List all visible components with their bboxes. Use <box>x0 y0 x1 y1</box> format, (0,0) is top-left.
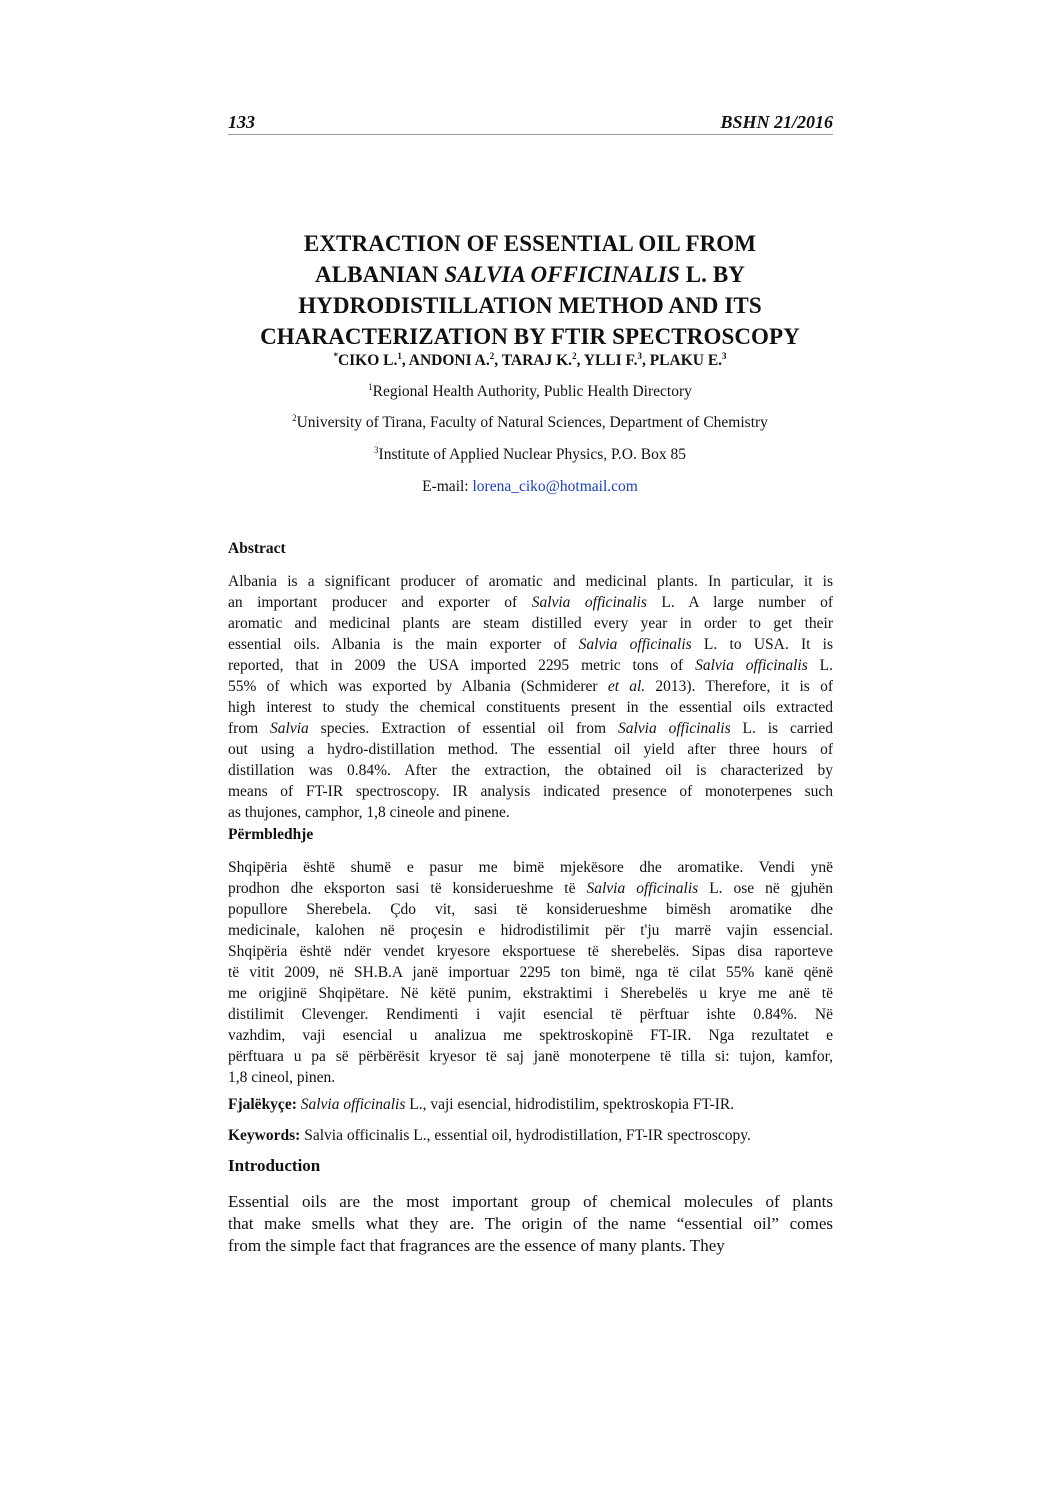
text-line: essential oils. Albania is the main exporter of Salvia officinalis L. to USA. It is <box>228 636 833 653</box>
corresponding-mark: * <box>333 350 338 361</box>
keyword-species: Salvia officinalis <box>300 1096 406 1113</box>
paper-title <box>200 228 860 352</box>
text-line: distilimit Clevenger. Rendimenti i vajit esencial të përftuar ishte 0.84%. Në <box>228 1006 833 1023</box>
text-line: popullore Sherebela. Çdo vit, sasi të konsiderueshme bimësh aromatike dhe <box>228 901 833 918</box>
text-line: përftuara u pa së përbërësit kryesor të saj janë monoterpene të tilla si: tujon, kamfor, <box>228 1048 833 1065</box>
text-line: means of FT-IR spectroscopy. IR analysis indicated presence of monoterpenes such <box>228 783 833 800</box>
title-line <box>200 259 860 290</box>
text-line: from Salvia species. Extraction of essential oil from Salvia officinalis L. is carried <box>228 720 833 737</box>
text-line: me origjinë Shqipëtare. Në këtë punim, ekstraktimi i Sherebelës u krye me anë të <box>228 985 833 1002</box>
author-name: YLLI F. <box>583 352 638 369</box>
italic-term: Salvia officinalis <box>531 594 647 611</box>
english-keywords <box>228 1127 848 1145</box>
title-line: EXTRACTION OF ESSENTIAL OIL FROM <box>303 231 757 256</box>
italic-term: Salvia <box>270 720 309 737</box>
abstract-heading: Abstract <box>228 540 286 557</box>
text-line: distillation was 0.84%. After the extraction, the obtained oil is characterized by <box>228 762 833 779</box>
author-affiliation-mark: 1 <box>397 350 402 361</box>
author-affiliation-mark: 3 <box>722 350 727 361</box>
text-line: të vitit 2009, në SH.B.A janë importuar 2295 ton bimë, nga të cilat 55% kanë qënë <box>228 964 833 981</box>
contact-email <box>200 478 860 496</box>
text-line: out using a hydro-distillation method. The essential oil yield after three hours of <box>228 741 833 758</box>
keywords-label: Keywords: <box>228 1127 301 1144</box>
italic-term: Salvia officinalis <box>617 720 731 737</box>
affiliation <box>200 414 860 432</box>
text-line: from the simple fact that fragrances are the essence of many plants. They <box>228 1236 725 1255</box>
text-line: as thujones, camphor, 1,8 cineole and pinene. <box>228 804 510 821</box>
journal-reference: BSHN 21/2016 <box>720 112 833 132</box>
text-line: an important producer and exporter of Salvia officinalis L. A large number of <box>228 594 833 611</box>
author-affiliation-mark: 2 <box>489 350 495 361</box>
affiliation-text: University of Tirana, Faculty of Natural Sciences, Department of Chemistry <box>296 414 768 431</box>
italic-term: et al. <box>607 678 646 695</box>
text-line: aromatic and medicinal plants are steam distilled every year in order to get their <box>228 615 833 632</box>
text-line: prodhon dhe eksporton sasi të konsiderueshme të Salvia officinalis L. ose në gjuhën <box>228 880 833 897</box>
introduction-heading: Introduction <box>228 1156 321 1175</box>
affiliation-text: Regional Health Authority, Public Health Directory <box>372 383 692 400</box>
author-list: *CIKO L.$^1$, ANDONI A.$^2$, TARAJ K.$^2$, YLLI F.$^3$, PLAKU E.$^3$ <box>333 350 727 369</box>
text-line: vazhdim, vaji esencial u analizua me spektroskopinë FT-IR. Nga rezultatet e <box>228 1027 833 1044</box>
author-name: TARAJ K. <box>501 352 573 369</box>
permbledhje-heading: Përmbledhje <box>228 826 314 843</box>
text-line: 55% of which was exported by Albania (Schmiderer et al. 2013). Therefore, it is of <box>228 678 833 695</box>
italic-term: Salvia officinalis <box>578 636 692 653</box>
title-species: SALVIA OFFICINALIS <box>444 262 680 287</box>
text-line: Shqipëria është shumë e pasur me bimë mjekësore dhe aromatike. Vendi ynë <box>228 859 833 876</box>
text-line: 1,8 cineol, pinen. <box>228 1069 336 1086</box>
text-line: Essential oils are the most important group of chemical molecules of plants <box>228 1192 833 1211</box>
author-affiliation-mark: 2 <box>572 350 577 361</box>
title-line: CHARACTERIZATION BY FTIR SPECTROSCOPY <box>260 324 800 349</box>
permbledhje-body <box>228 857 833 1088</box>
email-label: E-mail: <box>422 478 473 495</box>
email-link[interactable]: lorena_ciko@hotmail.com <box>472 478 638 495</box>
author-name: PLAKU E. <box>649 352 723 369</box>
title-line: HYDRODISTILLATION METHOD AND ITS <box>298 293 762 318</box>
keywords-label: Fjalëkyçe: <box>228 1096 297 1113</box>
affiliation-mark: 3 <box>374 444 379 455</box>
author-name: ANDONI A. <box>408 352 490 369</box>
text-line: Shqipëria është ndër vendet kryesore eksportuese të sherebelës. Sipas disa raporteve <box>228 943 833 960</box>
running-header <box>228 112 833 134</box>
page-number: 133 <box>228 112 255 132</box>
header-rule <box>228 134 833 135</box>
text-line: that make smells what they are. The origin of the name “essential oil” comes <box>228 1214 833 1233</box>
keywords-text: Salvia officinalis L., essential oil, hydrodistillation, FT-IR spectroscopy. <box>300 1127 751 1144</box>
affiliation-text: Institute of Applied Nuclear Physics, P.O. Box 85 <box>378 446 686 463</box>
italic-term: Salvia officinalis <box>695 657 808 674</box>
text-line: reported, that in 2009 the USA imported 2295 metric tons of Salvia officinalis L. <box>228 657 833 674</box>
text-line: medicinale, kalohen në proçesin e hidrodistilimit për t'ju marrë vajin essencial. <box>228 922 833 939</box>
albanian-keywords <box>228 1096 848 1114</box>
affiliation-mark: 2 <box>292 412 297 423</box>
affiliation <box>200 446 860 464</box>
introduction-body <box>228 1191 833 1257</box>
affiliation <box>200 383 860 401</box>
italic-term: Salvia officinalis <box>586 880 699 897</box>
title-text: ALBANIAN <box>314 262 445 287</box>
text-line: high interest to study the chemical constituents present in the essential oils extracted <box>228 699 833 716</box>
text-line: Albania is a significant producer of aromatic and medicinal plants. In particular, it is <box>228 573 833 590</box>
affiliation-mark: 1 <box>368 381 373 392</box>
author-affiliation-mark: 3 <box>637 350 642 361</box>
keywords-text: L., vaji esencial, hidrodistilim, spektroskopia FT-IR. <box>405 1096 735 1113</box>
author-name: CIKO L. <box>337 352 398 369</box>
title-text: L. BY <box>679 262 746 287</box>
abstract-body <box>228 571 833 823</box>
